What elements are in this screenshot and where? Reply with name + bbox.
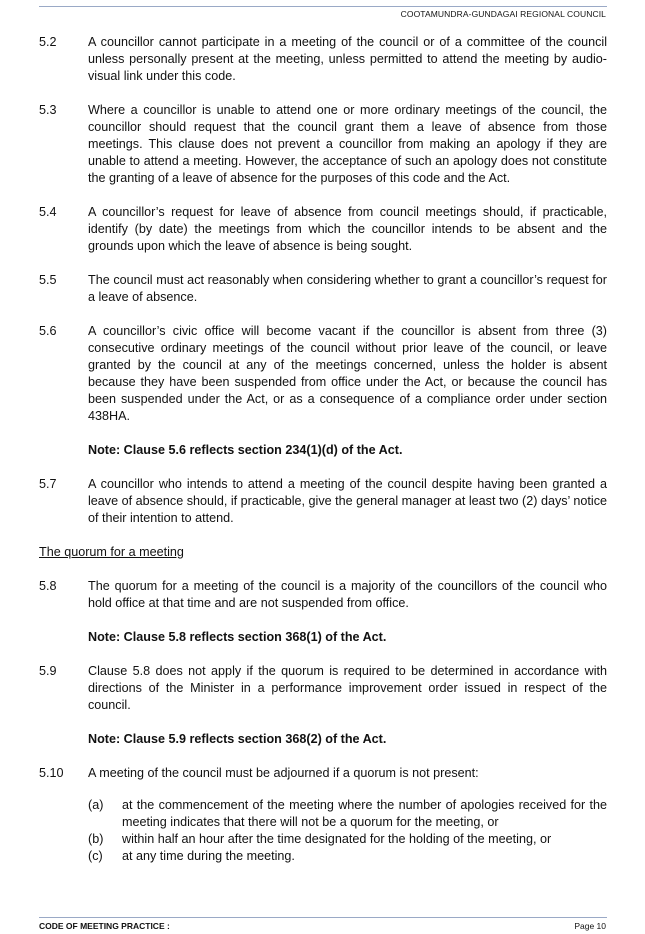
clause-number: 5.2 <box>39 35 57 49</box>
list-item-text: within half an hour after the time designated for the holding of the meeting, or <box>122 832 552 846</box>
clause-number: 5.10 <box>39 766 64 780</box>
clause-5-9 <box>39 663 607 714</box>
clause-5-4 <box>39 204 607 255</box>
note-clause-5-8: Note: Clause 5.8 reflects section 368(1) of the Act. <box>88 630 387 644</box>
clause-text: The quorum for a meeting of the council is a majority of the councillors of the council who hold office at that time and are not suspended from office. <box>88 579 607 610</box>
list-item-label: (b) <box>88 832 104 846</box>
clause-5-7 <box>39 476 607 527</box>
clause-number: 5.5 <box>39 273 57 287</box>
header-rule <box>39 6 607 7</box>
clause-text: The council must act reasonably when considering whether to grant a councillor’s request for a leave of absence. <box>88 273 607 304</box>
clause-number: 5.8 <box>39 579 57 593</box>
clause-5-5 <box>39 272 607 306</box>
list-item <box>88 848 607 865</box>
footer-rule <box>39 917 607 918</box>
clause-number: 5.6 <box>39 324 57 338</box>
list-item-text: at any time during the meeting. <box>122 849 295 863</box>
note-clause-5-9: Note: Clause 5.9 reflects section 368(2) of the Act. <box>88 732 387 746</box>
list-item <box>88 797 607 831</box>
clause-text: A councillor who intends to attend a meeting of the council despite having been granted a leave of absence should, if practicable, give the general manager at least two (2) days’ notice of their intention to attend. <box>88 477 607 525</box>
clause-number: 5.7 <box>39 477 57 491</box>
footer-document-title: CODE OF MEETING PRACTICE : <box>39 921 170 931</box>
list-item-label: (c) <box>88 849 103 863</box>
list-item-label: (a) <box>88 798 104 812</box>
clause-5-10 <box>39 765 607 782</box>
header-council-name: COOTAMUNDRA-GUNDAGAI REGIONAL COUNCIL <box>400 9 606 19</box>
footer-page-number: Page 10 <box>574 921 606 931</box>
clause-text: A councillor’s request for leave of absence from council meetings should, if practicable, identify (by date) the meetings from which the councillor intends to be absent and the grounds upon which the leave of absence is being sought. <box>88 205 607 253</box>
clause-text: Where a councillor is unable to attend one or more ordinary meetings of the council, the councillor should request that the council grant them a leave of absence from those meetings. This clause does not prevent a councillor from making an apology if they are unable to attend a meeting. However, the acceptance of such an apology does not constitute the granting of a leave of absence for the purposes of this code and the Act. <box>88 103 607 185</box>
list-item <box>88 831 607 848</box>
clause-5-8 <box>39 578 607 612</box>
clause-text: A councillor cannot participate in a meeting of the council or of a committee of the council unless personally present at the meeting, unless permitted to attend the meeting by audio-visual link under this code. <box>88 35 607 83</box>
section-heading-quorum: The quorum for a meeting <box>39 545 184 559</box>
clause-text: Clause 5.8 does not apply if the quorum is required to be determined in accordance with directions of the Minister in a performance improvement order issued in respect of the council. <box>88 664 607 712</box>
clause-5-3 <box>39 102 607 187</box>
clause-number: 5.4 <box>39 205 57 219</box>
note-clause-5-6: Note: Clause 5.6 reflects section 234(1)(d) of the Act. <box>88 443 403 457</box>
clause-text: A meeting of the council must be adjourned if a quorum is not present: <box>88 766 479 780</box>
clause-5-6 <box>39 323 607 425</box>
quorum-conditions-list <box>88 797 607 865</box>
clause-text: A councillor’s civic office will become vacant if the councillor is absent from three (3) consecutive ordinary meetings of the council without prior leave of the council, or leave granted by the council at any of the meetings concerned, unless the holder is absent because they have been suspended from office under the Act, or because the council has been suspended under the Act, or as a consequence of a compliance order under section 438HA. <box>88 324 607 423</box>
clause-5-2 <box>39 34 607 85</box>
clause-number: 5.3 <box>39 103 57 117</box>
page-body <box>39 34 607 865</box>
list-item-text: at the commencement of the meeting where the number of apologies received for the meeting indicates that there will not be a quorum for the meeting, or <box>122 798 607 829</box>
clause-number: 5.9 <box>39 664 57 678</box>
